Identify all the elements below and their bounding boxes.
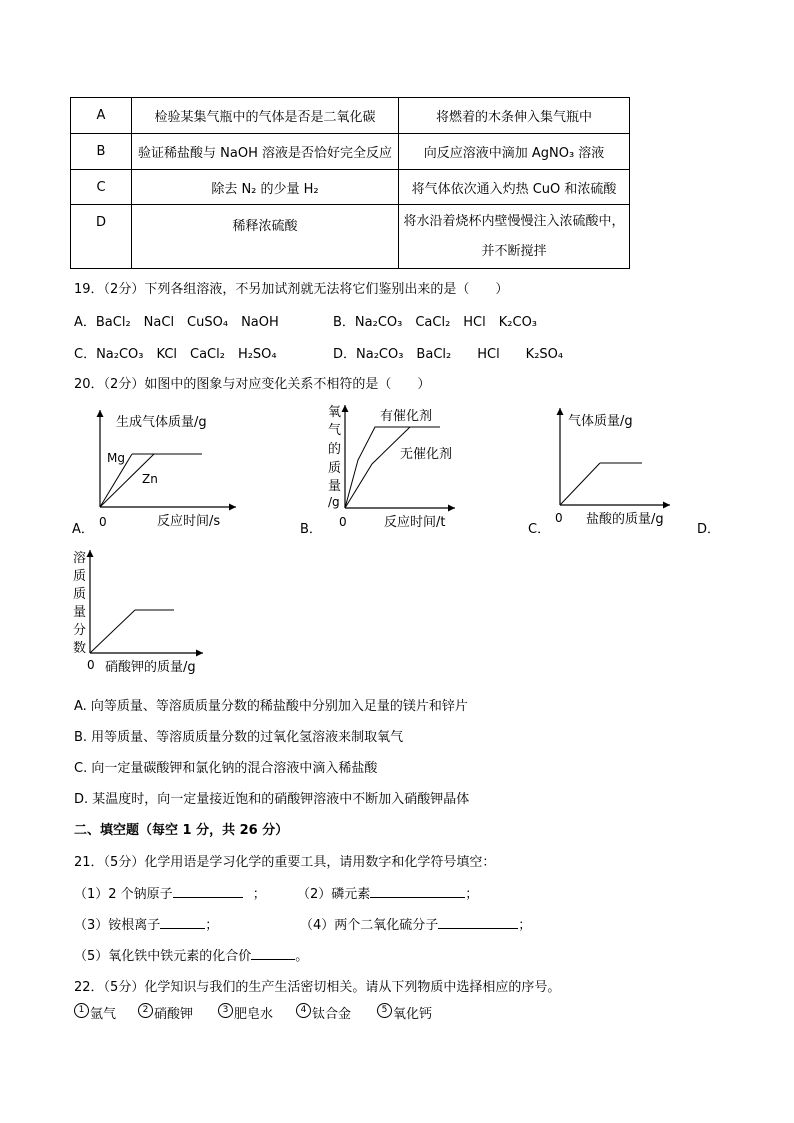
y-label-char: 氧: [328, 405, 342, 420]
q22-stem: 22．（5分）化学知识与我们的生产生活密切相关。请从下列物质中选择相应的序号。: [74, 980, 561, 995]
row-method: 向反应溶液中滴加 AgNO₃ 溶液: [399, 134, 630, 170]
graph-d-letter: D．: [697, 522, 721, 537]
q21-part4-label: （4）两个二氧化硫分子: [300, 918, 439, 933]
q19-option-b: B．Na₂CO₃ CaCl₂ HCl K₂CO₃: [333, 315, 538, 330]
row-key: B: [71, 134, 132, 170]
row-purpose: 验证稀盐酸与 NaOH 溶液是否恰好完全反应: [132, 134, 399, 170]
row-method: 将燃着的木条伸入集气瓶中: [399, 98, 630, 134]
row-key: A: [71, 98, 132, 134]
x-label: 硝酸钾的质量/g: [105, 660, 196, 675]
q22-item: [377, 1003, 432, 1022]
q22-item: [296, 1003, 351, 1022]
q21-part2: [297, 883, 478, 902]
no-catalyst-label: 无催化剂: [400, 447, 453, 462]
q22-item-name: 钛合金: [312, 1007, 352, 1022]
origin-label: 0: [99, 515, 107, 529]
graph-c-letter: C．: [528, 522, 551, 537]
graph-c: [550, 405, 675, 530]
q19-option-a: A．BaCl₂ NaCl CuSO₄ NaOH: [74, 315, 279, 330]
table-row: [71, 134, 630, 170]
separator: ；: [518, 918, 532, 933]
answer-blank[interactable]: [173, 885, 243, 898]
graph-d: [70, 545, 220, 675]
separator: ；: [465, 887, 479, 902]
table-row: [71, 98, 630, 134]
row-key: D: [71, 205, 132, 269]
y-label-char: 分: [73, 623, 87, 638]
mg-label: Mg: [107, 451, 125, 465]
q21-stem: 21．（5分）化学用语是学习化学的重要工具，请用数字和化学符号填空：: [74, 855, 496, 870]
y-label-char: /g: [328, 495, 340, 509]
y-label-char: 质: [73, 587, 87, 602]
q20-option-c: C. 向一定量碳酸钾和氯化钠的混合溶液中滴入稀盐酸: [74, 761, 378, 776]
answer-blank[interactable]: [160, 916, 205, 929]
q22-item-name: 氩气: [90, 1007, 117, 1022]
q22-item-name: 硝酸钾: [154, 1007, 194, 1022]
graph-b: [320, 400, 470, 530]
zn-label: Zn: [142, 472, 158, 486]
table-row: [71, 170, 630, 205]
rise-line: [90, 610, 135, 653]
section-heading: 二、填空题（每空 1 分，共 26 分）: [74, 823, 289, 838]
y-label-char: 质: [73, 569, 87, 584]
separator: ；: [205, 918, 219, 933]
graph-b-letter: B．: [300, 522, 322, 537]
q21-part5-label: （5）氧化铁中铁元素的化合价: [74, 949, 252, 964]
y-label: 生成气体质量/g: [116, 415, 207, 430]
x-label: 反应时间/t: [384, 515, 446, 530]
catalyst-curve: [345, 427, 440, 508]
y-label-char: 气: [328, 423, 342, 438]
row-purpose: 稀释浓硫酸: [132, 205, 399, 269]
q20-stem: 20．（2分）如图中的图象与对应变化关系不相符的是（ ）: [74, 377, 431, 392]
origin-label: 0: [339, 515, 347, 529]
no-catalyst-curve: [345, 427, 410, 508]
circled-number: 4: [296, 1003, 311, 1018]
q21-part4: [300, 914, 531, 933]
graph-a: [70, 405, 270, 530]
origin-label: 0: [87, 658, 95, 672]
x-label: 反应时间/s: [157, 514, 221, 529]
period: 。: [295, 949, 309, 964]
q22-item-name: 氧化钙: [393, 1007, 433, 1022]
q21-part1: [74, 883, 266, 902]
row-method: [399, 205, 630, 269]
circled-number: 5: [377, 1003, 392, 1018]
separator: ；: [252, 887, 266, 902]
q22-item: [218, 1003, 273, 1022]
row-method-line1: 将水沿着烧杯内壁慢慢注入浓硫酸中，: [403, 213, 625, 229]
circled-number: 2: [138, 1003, 153, 1018]
rise-line: [560, 463, 600, 505]
row-purpose: 除去 N₂ 的少量 H₂: [132, 170, 399, 205]
x-label: 盐酸的质量/g: [586, 512, 664, 527]
q21-part3: [74, 914, 218, 933]
q19-option-c: C．Na₂CO₃ KCl CaCl₂ H₂SO₄: [74, 347, 277, 362]
y-label: 气体质量/g: [568, 414, 633, 429]
answer-blank[interactable]: [438, 916, 518, 929]
catalyst-label: 有催化剂: [380, 409, 433, 424]
q21-part5: [74, 945, 308, 964]
y-label-char: 量: [73, 605, 87, 620]
row-method-line2: 并不断搅拌: [481, 243, 547, 259]
q21-part1-label: （1）2 个钠原子: [74, 887, 173, 902]
y-label-char: 数: [73, 641, 87, 656]
q22-item: [74, 1003, 116, 1022]
q20-option-d: D. 某温度时，向一定量接近饱和的硝酸钾溶液中不断加入硝酸钾晶体: [74, 792, 470, 807]
circled-number: 3: [218, 1003, 233, 1018]
experiment-table: [70, 97, 630, 269]
answer-blank[interactable]: [370, 885, 465, 898]
origin-label: 0: [555, 511, 563, 525]
row-purpose: 检验某集气瓶中的气体是否是二氧化碳: [132, 98, 399, 134]
q21-part3-label: （3）铵根离子: [74, 918, 161, 933]
row-key: C: [71, 170, 132, 205]
y-label-char: 的: [328, 442, 342, 457]
q22-item: [138, 1003, 193, 1022]
circled-number: 1: [74, 1003, 89, 1018]
y-label-char: 溶: [73, 551, 87, 566]
q19-option-d: D．Na₂CO₃ BaCl₂ HCl K₂SO₄: [333, 347, 564, 362]
table-row: [71, 205, 630, 269]
y-label-char: 量: [328, 479, 342, 494]
row-method: 将气体依次通入灼热 CuO 和浓硫酸: [399, 170, 630, 205]
q19-stem: 19．（2分）下列各组溶液，不另加试剂就无法将它们鉴别出来的是（ ）: [74, 282, 509, 297]
q20-option-b: B. 用等质量、等溶质质量分数的过氧化氢溶液来制取氧气: [74, 730, 404, 745]
graph-a-letter: A．: [72, 522, 94, 537]
answer-blank[interactable]: [251, 947, 295, 960]
q21-part2-label: （2）磷元素: [297, 887, 371, 902]
q20-option-a: A. 向等质量、等溶质质量分数的稀盐酸中分别加入足量的镁片和锌片: [74, 699, 468, 714]
y-label-char: 质: [328, 461, 342, 476]
q22-item-name: 肥皂水: [234, 1007, 274, 1022]
